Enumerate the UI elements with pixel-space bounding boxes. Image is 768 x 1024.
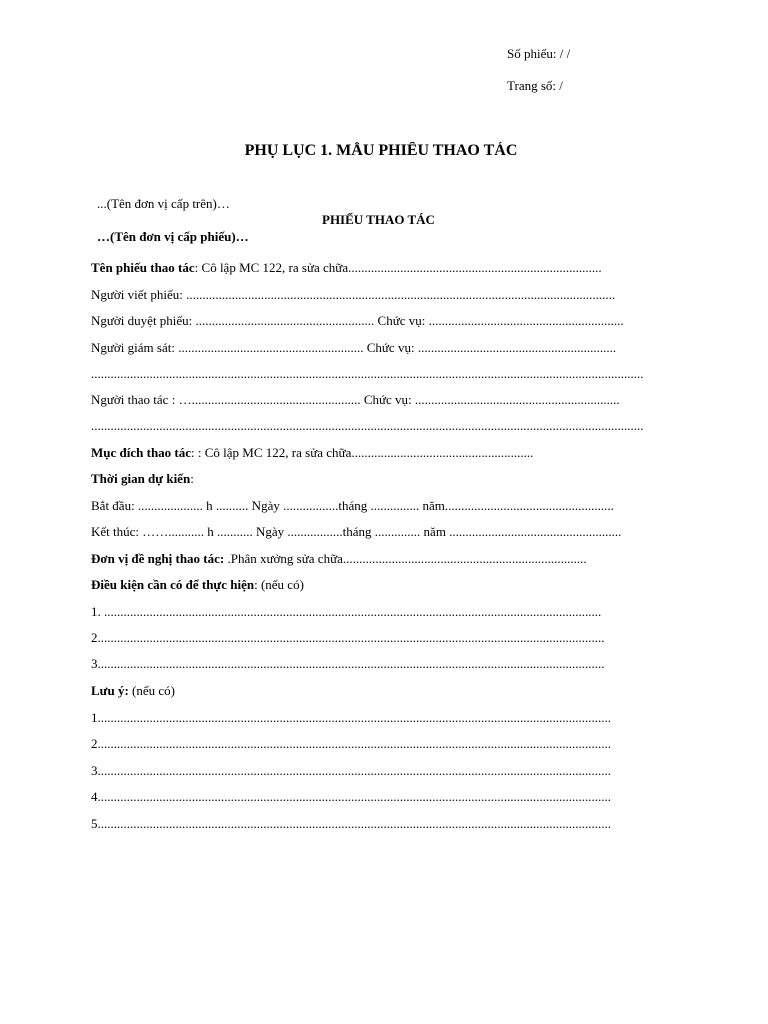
- field-expected-time: [91, 471, 194, 487]
- field-requesting-unit-label: Đơn vị đề nghị thao tác:: [91, 551, 225, 566]
- condition-line: 3............................................................................................................................................................: [91, 656, 605, 671]
- field-start: Bắt đầu: .................... h .......... Ngày .................tháng ............... năm....................................................: [91, 498, 614, 513]
- condition-line: 2............................................................................................................................................................: [91, 630, 605, 645]
- blank-line: ..........................................................................................................................................................................: [91, 366, 644, 381]
- note-line: 3..............................................................................................................................................................: [91, 763, 611, 778]
- field-notes-label: Lưu ý:: [91, 683, 129, 698]
- field-requesting-unit-value: .Phân xưởng sửa chữa...........................................................................: [224, 551, 587, 566]
- field-expected-time-label: Thời gian dự kiến: [91, 471, 191, 486]
- field-operator: Người thao tác : ….................................................... Chức vụ: ...............................................................: [91, 392, 620, 407]
- note-line: 2..............................................................................................................................................................: [91, 736, 611, 751]
- field-conditions-label: Điều kiện cần có để thực hiện: [91, 577, 255, 592]
- page-title: PHỤ LỤC 1. MẪU PHIẾU THAO TÁC: [244, 142, 518, 159]
- field-notes: [91, 683, 175, 699]
- note-line: 5..............................................................................................................................................................: [91, 816, 611, 831]
- blank-line: ..........................................................................................................................................................................: [91, 418, 644, 433]
- page-number: Trang số: /: [507, 78, 563, 93]
- field-approver: Người duyệt phiếu: ....................................................... Chức vụ: ............................................................: [91, 313, 624, 328]
- field-purpose-label: Mục đích thao tác: [91, 445, 192, 460]
- field-ticket-name-label: Tên phiếu thao tác: [91, 260, 195, 275]
- note-line: 4..............................................................................................................................................................: [91, 789, 611, 804]
- field-conditions-value: : (nếu có): [254, 577, 304, 592]
- field-ticket-name: [91, 260, 602, 276]
- field-purpose-value: : : Cô lập MC 122, ra sửa chữa........................................................: [191, 445, 534, 460]
- field-notes-value: (nếu có): [128, 683, 175, 698]
- field-ticket-name-value: : Cô lập MC 122, ra sửa chữa..............................................................................: [194, 260, 602, 275]
- condition-line: 1. .........................................................................................................................................................: [91, 604, 602, 619]
- note-line: 1..............................................................................................................................................................: [91, 710, 611, 725]
- unit-upper: ...(Tên đơn vị cấp trên)…: [97, 196, 230, 211]
- ticket-number: Số phiếu: / /: [507, 46, 571, 61]
- form-title: PHIẾU THAO TÁC: [322, 212, 435, 227]
- field-purpose: [91, 445, 533, 461]
- unit-issuing: …(Tên đơn vị cấp phiếu)…: [97, 229, 249, 244]
- field-writer: Người viết phiếu: ....................................................................................................................................: [91, 287, 616, 302]
- field-expected-time-colon: :: [190, 471, 194, 486]
- field-conditions: [91, 577, 304, 593]
- field-end: Kết thúc: ……........... h ........... Ngày .................tháng .............. năm .....................................................: [91, 524, 622, 539]
- field-supervisor: Người giám sát: ......................................................... Chức vụ: .............................................................: [91, 340, 617, 355]
- field-requesting-unit: [91, 551, 587, 567]
